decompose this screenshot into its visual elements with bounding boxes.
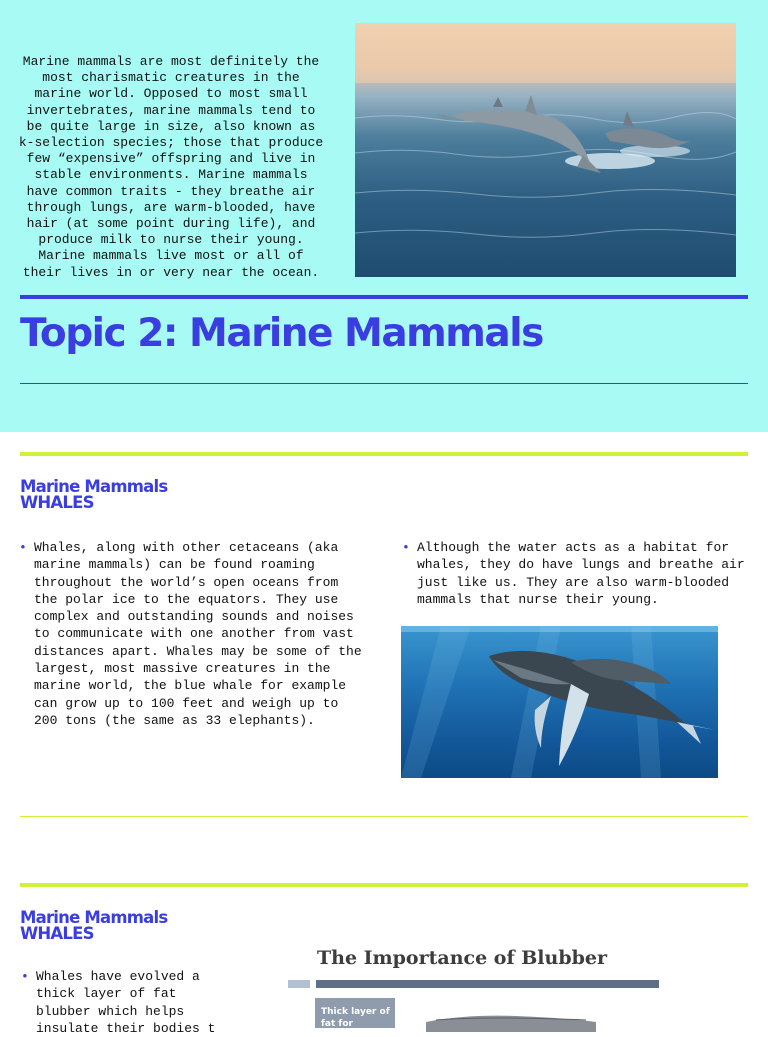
slide1-bottom-rule bbox=[20, 816, 748, 817]
dolphins-photo bbox=[355, 23, 736, 277]
slide1-bullet-left-text: Whales, along with other cetaceans (aka marine mammals) can be found roaming throughout the world’s open oceans from the polar ice to the equators. They use complex and outstanding sounds and noises to communicate with one another from vast distances apart. Whales may be some of the largest, most massive creatures in the marine world, the blue whale for example can grow up to 100 feet and weigh up to 200 tons (the same as 33 elephants). bbox=[34, 540, 362, 728]
bullet-dot-icon: • bbox=[19, 540, 27, 555]
slide1-bullet-right bbox=[402, 539, 751, 608]
dolphins-illustration bbox=[355, 23, 736, 277]
bullet-dot-icon: • bbox=[402, 540, 410, 555]
bullet-dot-icon: • bbox=[21, 969, 29, 984]
slide1-bullet-right-text: Although the water acts as a habitat for whales, they do have lungs and breathe air just like us. They are also warm-blooded mammals that nurse their young. bbox=[417, 540, 745, 607]
blubber-figure-bar-light bbox=[288, 980, 310, 988]
slide1-heading-line1: Marine Mammals bbox=[20, 477, 168, 496]
slide1-top-rule bbox=[20, 452, 748, 456]
topic-title: Topic 2: Marine Mammals bbox=[20, 311, 543, 356]
intro-panel bbox=[0, 0, 768, 432]
slide2-bullet-left-text: Whales have evolved a thick layer of fat blubber which helps insulate their bodies t bbox=[36, 969, 216, 1036]
slide1-heading bbox=[20, 479, 167, 511]
slide2-heading-line2: WHALES bbox=[20, 924, 94, 943]
slide2-top-rule bbox=[20, 883, 748, 887]
slide1-heading-line2: WHALES bbox=[20, 493, 94, 512]
topic-rule bbox=[20, 295, 748, 299]
humpback-whales-photo bbox=[401, 626, 718, 778]
topic-underline bbox=[20, 383, 748, 384]
blubber-figure bbox=[288, 940, 668, 1029]
slide2-heading-line1: Marine Mammals bbox=[20, 908, 168, 927]
blubber-figure-bar-dark bbox=[316, 980, 659, 988]
blubber-figure-title: The Importance of Blubber bbox=[317, 947, 608, 969]
blubber-figure-label: Thick layer of fat for bbox=[315, 998, 395, 1028]
whales-illustration bbox=[401, 626, 718, 778]
blubber-whale-illustration bbox=[426, 1012, 596, 1032]
slide1-bullet-left bbox=[19, 539, 368, 729]
slide2-heading bbox=[20, 910, 167, 942]
intro-paragraph: Marine mammals are most definitely the most charismatic creatures in the marine world. Opposed to most small invertebrates, marine mammals tend to be quite large in size, also known as k-selection species; those that produce few “expensive” offspring and live in stable environments. Marine mammals have common traits - they breathe air through lungs, are warm-blooded, have hair (at some point during life), and produce milk to nurse their young. Marine mammals live most or all of their lives in or very near the ocean. bbox=[18, 54, 324, 280]
slide2-bullet-left bbox=[21, 968, 224, 1037]
